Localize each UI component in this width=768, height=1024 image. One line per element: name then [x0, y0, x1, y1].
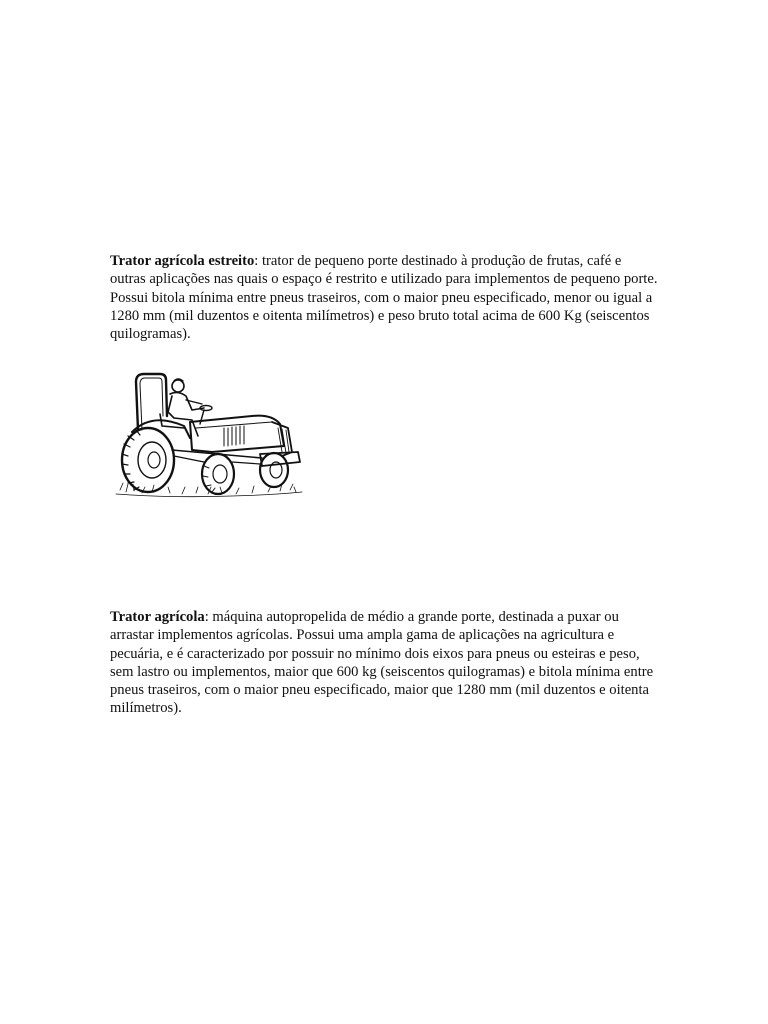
- definition-narrow-tractor: [110, 252, 658, 343]
- definition-tractor: [110, 608, 658, 718]
- definition-separator: :: [204, 609, 209, 625]
- definition-text: máquina autopropelida de médio a grande porte, destinada a puxar ou arrastar implementos agrícolas. Possui uma ampla gama de aplicações na agricultura e pecuária, e é caracterizado por possuir no mínimo dois eixos para pneus ou esteiras e peso, sem lastro ou implementos, maior que 600 kg (seiscentos quilogramas) e bitola mínima entre pneus traseiros, com o maior pneu especificado, maior que 1280 mm (mil duzentos e oitenta milímetros).: [110, 609, 654, 717]
- definition-term: Trator agrícola estreito: [110, 253, 255, 269]
- tractor-illustration-icon: [112, 366, 304, 504]
- definition-term: Trator agrícola: [110, 609, 205, 625]
- definition-text: trator de pequeno porte destinado à produção de frutas, café e outras aplicações nas quais o espaço é restrito e utilizado para implementos de pequeno porte. Possui bitola mínima entre pneus traseiros, com o maior pneu especificado, menor ou igual a 1280 mm (mil duzentos e oitenta milímetros) e peso bruto total acima de 600 Kg (seiscentos quilogramas).: [110, 253, 658, 343]
- definition-separator: :: [254, 253, 259, 269]
